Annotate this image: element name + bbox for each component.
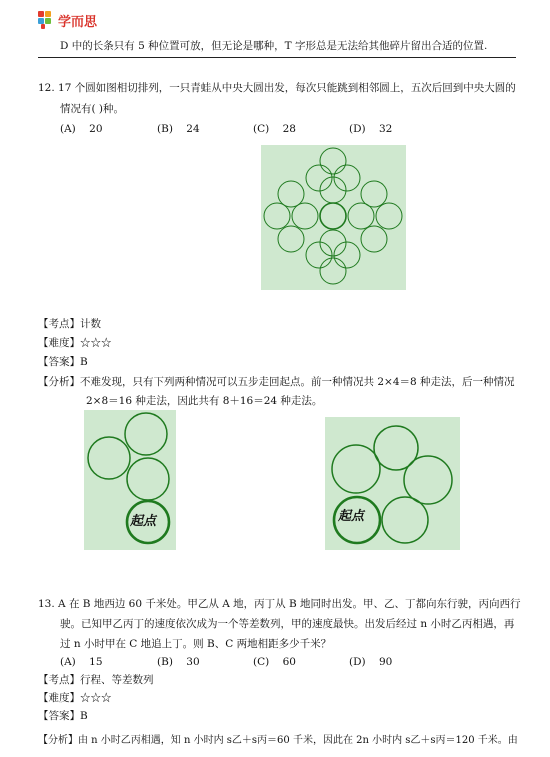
- q12-daan: 【答案】B: [38, 356, 88, 368]
- path-figure-2: [325, 417, 460, 550]
- q12-option-c: (C) 28: [253, 123, 296, 135]
- q13-daan: 【答案】B: [38, 710, 88, 722]
- q13-option-d: (D) 90: [349, 656, 393, 668]
- logo-mark-icon: [38, 11, 54, 29]
- intro-line: D 中的长条只有 5 种位置可放，但无论是哪种，T 字形总是无法给其他碎片留出合适的位置.: [60, 40, 488, 52]
- start-label-2: 起点: [338, 509, 365, 524]
- header-rule: [38, 57, 516, 58]
- q13-kaodian: 【考点】行程、等差数列: [38, 674, 154, 686]
- q13-line2: 驶。已知甲乙丙丁的速度依次成为一个等差数列，甲的速度最快。出发后经过 n 小时乙丙相遇，再: [60, 618, 515, 630]
- q13-fenxi-line1: 【分析】由 n 小时乙丙相遇，知 n 小时内 s乙＋s丙＝60 千米，因此在 2n 小时内 s乙＋s丙＝120 千米。由: [38, 735, 518, 746]
- q12-fenxi-line1: 【分析】不难发现，只有下列两种情况可以五步走回起点。前一种情况共 2×4＝8 种走法，后一种情况: [38, 376, 515, 388]
- q12-option-a: (A) 20: [60, 123, 103, 135]
- q12-line2: 情况有( )种。: [60, 103, 125, 115]
- q13-option-a: (A) 15: [60, 656, 103, 668]
- q12-line1: 12. 17 个圆如图相切排列，一只青蛙从中央大圆出发，每次只能跳到相邻圆上，五次后回到中央大圆的: [38, 82, 516, 94]
- logo-text: 学而思: [58, 14, 98, 30]
- seventeen-circles-figure: [261, 145, 406, 290]
- q13-option-b: (B) 30: [157, 656, 200, 668]
- q13-nandu: 【难度】☆☆☆: [38, 692, 112, 704]
- brand-logo: [38, 10, 108, 30]
- q12-nandu: 【难度】☆☆☆: [38, 337, 112, 349]
- path-figure-1: [84, 410, 176, 550]
- q12-option-b: (B) 24: [157, 123, 200, 135]
- q12-option-d: (D) 32: [349, 123, 393, 135]
- q13-line1: 13. A 在 B 地西边 60 千米处。甲乙从 A 地，丙丁从 B 地同时出发。甲、乙、丁都向东行驶，丙向西行: [38, 598, 521, 610]
- q13-option-c: (C) 60: [253, 656, 296, 668]
- q13-line3: 过 n 小时甲在 C 地追上丁。则 B、C 两地相距多少千米？: [60, 638, 332, 650]
- q12-fenxi-line2: 2×8＝16 种走法，因此共有 8＋16＝24 种走法。: [86, 395, 323, 407]
- q12-kaodian: 【考点】计数: [38, 318, 101, 330]
- start-label-1: 起点: [130, 514, 157, 529]
